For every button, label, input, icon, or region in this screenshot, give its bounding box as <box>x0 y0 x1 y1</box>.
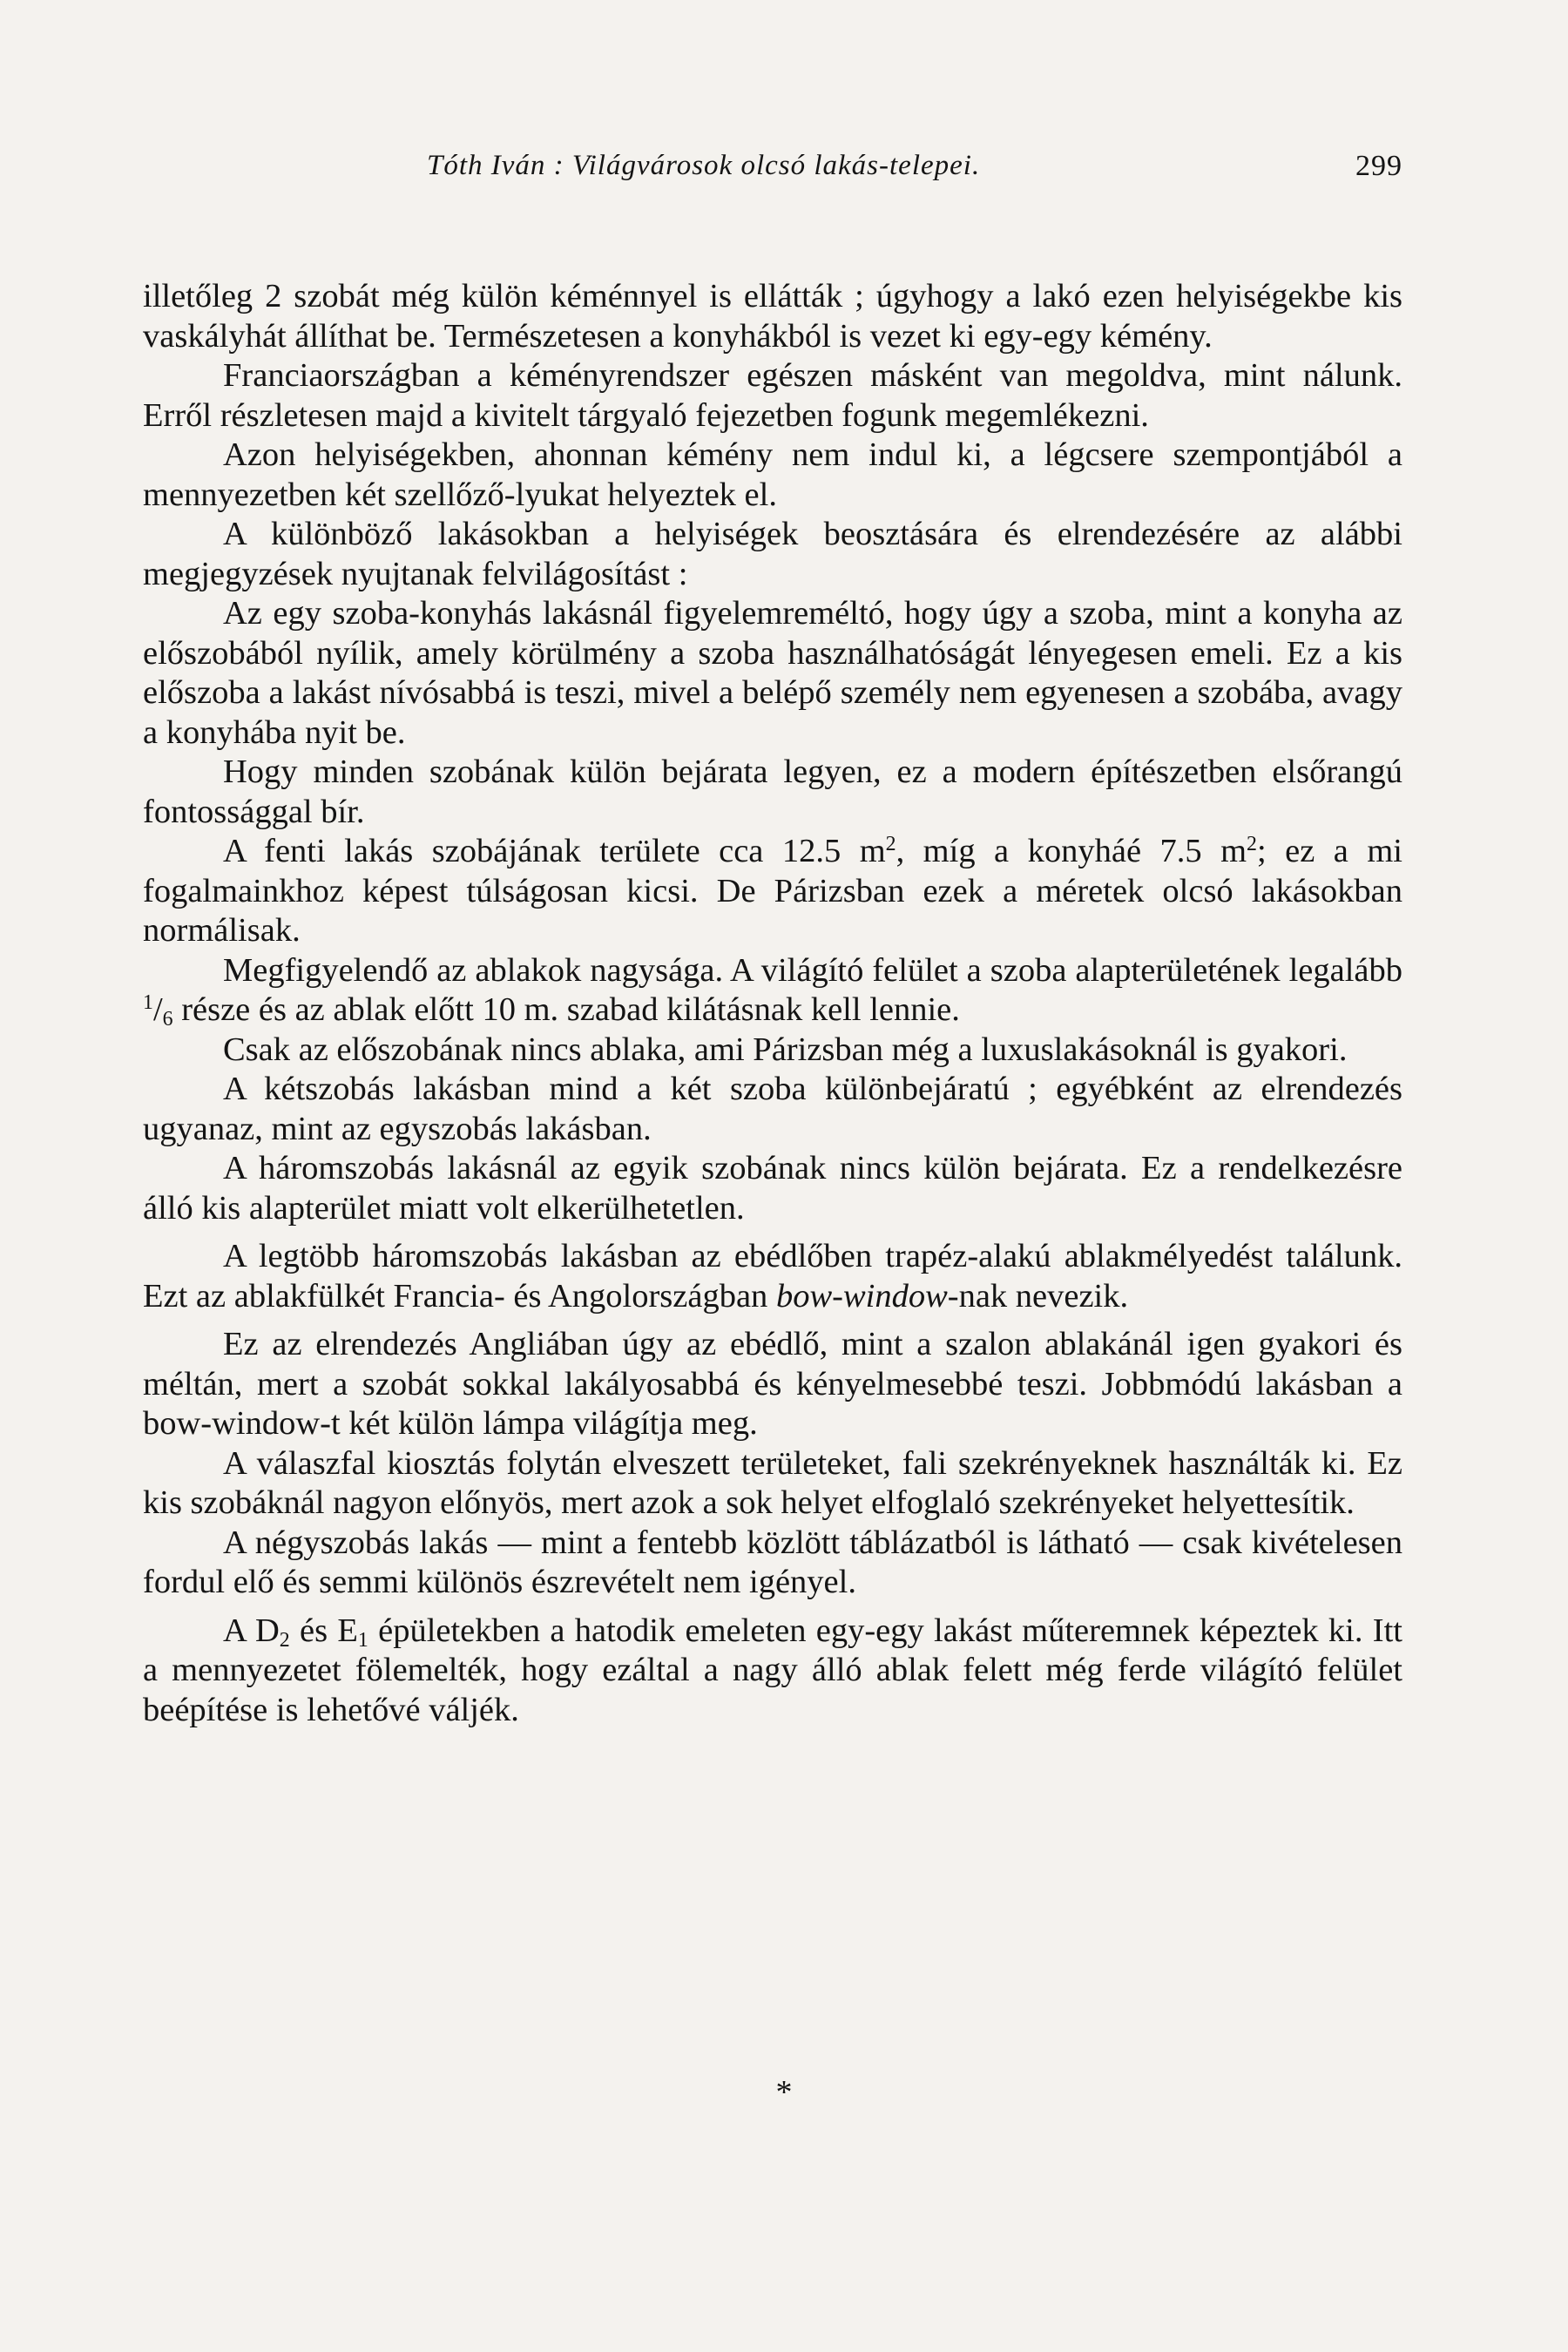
body-text <box>143 277 1402 1730</box>
paragraph-9: Csak az előszobának nincs ablaka, ami Párizsban még a luxuslakásoknál is gyakori. <box>223 1031 1348 1068</box>
paragraph-12-text-b: -nak nevezik. <box>947 1277 1129 1315</box>
page-number: 299 <box>1355 150 1402 182</box>
paragraph-2: Franciaországban a kéményrendszer egészen másként van megoldva, mint nálunk. Erről részletesen majd a kivitelt tárgyaló fejezetben fogunk megemlékezni. <box>143 357 1402 434</box>
paragraph-16-text-a: A D <box>223 1612 280 1649</box>
paragraph-5: Az egy szoba-konyhás lakásnál figyelemreméltó, hogy úgy a szoba, mint a konyha az előszobából nyílik, amely körülmény a szoba használhatóságát lényegesen emeli. Ez a kis előszoba a lakást nívósabbá is teszi, mivel a belépő személy nem egyenesen a szobába, avagy a konyhába nyit be. <box>143 595 1402 751</box>
asterisk-ornament: * <box>775 2074 793 2111</box>
fraction-numerator: 1 <box>143 990 153 1014</box>
superscript-2: 2 <box>885 832 896 855</box>
paragraph-4: A különböző lakásokban a helyiségek beosztására és elrendezésére az alábbi megjegyzések nyujtanak felvilágosítást : <box>143 516 1402 592</box>
fraction-denominator: 6 <box>162 1007 173 1031</box>
paragraph-13: Ez az elrendezés Angliában úgy az ebédlő, mint a szalon ablakánál igen gyakori és méltán, mert a szobát sokkal lakályosabbá és kényelmesebbé teszi. Jobbmódú lakásban a bow-window-t két külön lámpa világítja meg. <box>143 1326 1402 1442</box>
paragraph-3: Azon helyiségekben, ahonnan kémény nem indul ki, a légcsere szempontjából a mennyezetben két szellőző-lyukat helyeztek el. <box>143 436 1402 513</box>
subscript-1: 1 <box>357 1628 368 1652</box>
paragraph-7 <box>143 832 1402 951</box>
paragraph-7-text-b: , míg a konyháé 7.5 m <box>896 833 1247 869</box>
paragraph-14: A válaszfal kiosztás folytán elveszett területeket, fali szekrényeknek használták ki. Ez kis szobáknál nagyon előnyös, mert azok a sok helyet elfoglaló szekrényeket helyettesítik. <box>143 1444 1402 1521</box>
paragraph-12-text-a: A legtöbb háromszobás lakásban az ebédlőben trapéz-alakú ablakmélyedést találunk. Ezt az ablakfülkét Francia- és Angolországban <box>143 1238 1402 1315</box>
paragraph-6: Hogy minden szobának külön bejárata legyen, ez a modern építészetben elsőrangú fontossággal bír. <box>143 754 1402 830</box>
paragraph-7-text-a: A fenti lakás szobájának területe cca 12.5 m <box>223 833 886 869</box>
running-title: Tóth Iván : Világvárosok olcsó lakás-telepei. <box>427 150 981 181</box>
paragraph-1: illetőleg 2 szobát még külön kéménnyel is ellátták ; úgyhogy a lakó ezen helyiségekbe kis vaskályhát állíthat be. Természetesen a konyhákból is vezet ki egy-egy kémény. <box>143 278 1402 355</box>
paragraph-16-text-c: épületekben a hatodik emeleten egy-egy lakást műteremnek képeztek ki. Itt a mennyezetet fölemelték, hogy ezáltal a nagy álló ablak felett még ferde világító felület beépítése is lehetővé váljék. <box>143 1612 1403 1728</box>
paragraph-12 <box>143 1237 1402 1316</box>
paragraph-16 <box>143 1612 1402 1731</box>
paragraph-11: A háromszobás lakásnál az egyik szobának nincs külön bejárata. Ez a rendelkezésre álló kis alapterület miatt volt elkerülhetetlen. <box>143 1150 1402 1227</box>
paragraph-8 <box>143 951 1402 1031</box>
paragraph-8-text-b: része és az ablak előtt 10 m. szabad kilátásnak kell lennie. <box>172 991 960 1028</box>
paragraph-7-text-c: ; ez a mi fogalmainkhoz képest túlságosan kicsi. De Párizsban ezek a méretek olcsó lakásokban normálisak. <box>143 833 1402 949</box>
paragraph-10: A kétszobás lakásban mind a két szoba különbejáratú ; egyébként az elrendezés ugyanaz, mint az egyszobás lakásban. <box>143 1071 1402 1147</box>
paragraph-8-text-a: Megfigyelendő az ablakok nagysága. A világító felület a szoba alapterületének legalább <box>223 951 1402 989</box>
subscript-2: 2 <box>279 1628 290 1652</box>
paragraph-15: A négyszobás lakás — mint a fentebb közlött táblázatból is látható — csak kivételesen fordul elő és semmi különös észrevételt nem igényel. <box>143 1524 1402 1600</box>
fraction-one-sixth: $^1/_6$ <box>143 990 173 1031</box>
running-head <box>427 150 1402 202</box>
superscript-2: 2 <box>1247 832 1257 855</box>
italic-term: bow-window <box>775 1277 948 1315</box>
paragraph-16-text-b: és E <box>289 1612 358 1649</box>
